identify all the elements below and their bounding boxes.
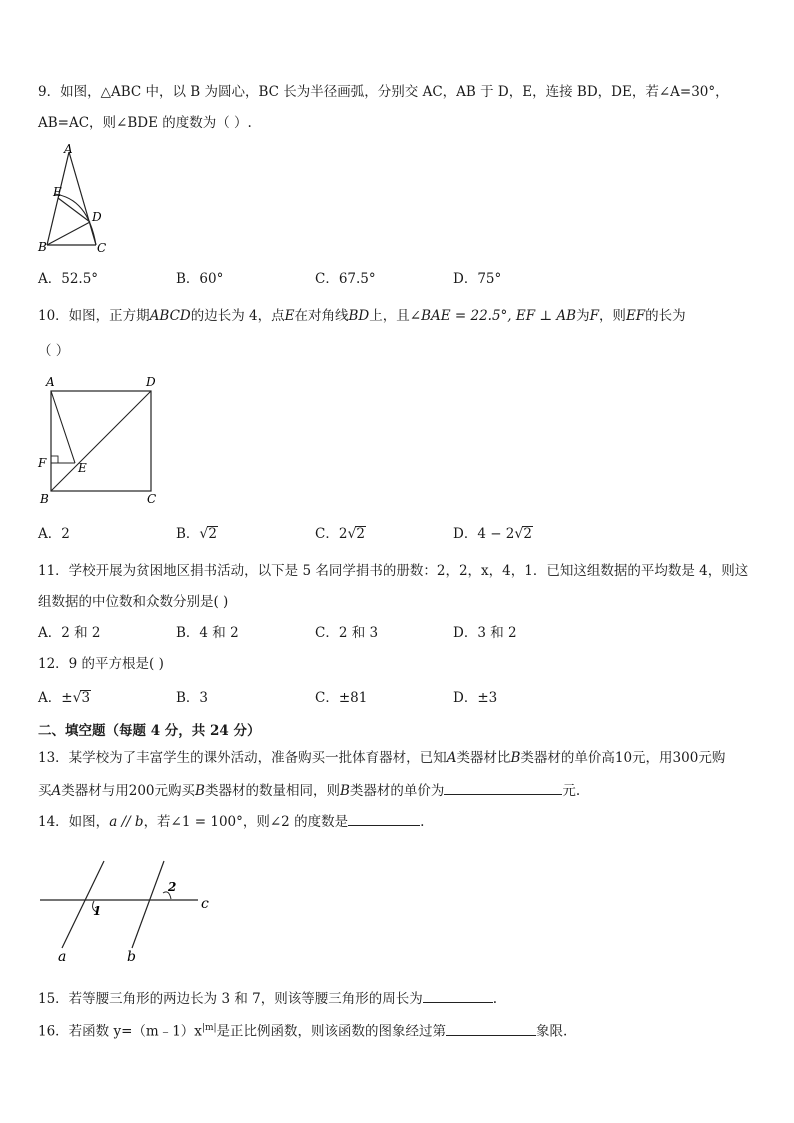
q12-line1: 12．9 的平方根是( )	[38, 656, 164, 672]
q10-abcd: ABCD	[149, 308, 191, 324]
q10-line1	[38, 307, 686, 325]
q13-text-4: 元，用	[632, 750, 673, 766]
q13-text-10: 类器材的单价为	[349, 783, 445, 799]
q11-option-b: B．4 和 2	[176, 625, 239, 641]
q9-option-b: B．60°	[176, 271, 224, 287]
q10-bd: BD	[348, 308, 370, 324]
q11-option-c: C．2 和 3	[315, 625, 379, 641]
q12-option-c: C．±81	[315, 690, 368, 706]
q10-f: F	[589, 308, 599, 324]
q10-option-b: B．√2	[176, 526, 217, 542]
q9-label-d: D	[92, 210, 102, 224]
q10-angle: BAE = 22.5°, EF ⊥ AB	[421, 308, 577, 324]
q9-label-e: E	[53, 185, 62, 199]
q13-text-9: 类器材的数量相同，则	[204, 783, 340, 799]
q10-label-b: B	[40, 492, 49, 506]
q9-option-a: A．52.5°	[38, 271, 99, 287]
q14-line-b	[132, 861, 164, 948]
q14-prefix: 14．如图，	[38, 814, 110, 830]
q12-option-a-label: A．±	[38, 690, 73, 706]
q9-label-c: C	[97, 241, 107, 255]
q10-mid3: 上，且∠	[369, 308, 422, 324]
q10-square-figure	[36, 372, 166, 506]
q13-var-b2: B	[195, 783, 205, 799]
q14-label-2: 2	[168, 880, 177, 894]
q12-option-a: A．±√3	[38, 690, 91, 706]
q10-label-e: E	[78, 461, 87, 475]
q10-option-d-pre: 4 − 2	[477, 526, 515, 542]
q15-text: 15．若等腰三角形的两边长为 3 和 7，则该等腰三角形的周长为	[38, 991, 423, 1007]
q13-text-7: 类器材与用	[61, 783, 129, 799]
q10-label-a: A	[46, 375, 55, 389]
q10-diagonal-bd	[51, 391, 151, 491]
q14-label-1: 1	[93, 904, 102, 918]
q11-line2: 组数据的中位数和众数分别是( )	[38, 594, 229, 610]
q14-label-a: a	[58, 949, 67, 965]
q10-option-c: C．2√2	[315, 526, 365, 542]
q11-option-d: D．3 和 2	[453, 625, 517, 641]
q16-suffix: 象限.	[536, 1023, 568, 1040]
q10-label-f: F	[38, 456, 47, 470]
q16-post: 是正比例函数，则该函数的图象经过第	[216, 1023, 447, 1040]
q15-suffix: .	[492, 991, 498, 1007]
q14-condition: a // b	[109, 814, 144, 830]
q9-label-a: A	[64, 142, 73, 156]
q10-option-c-label: C．	[315, 526, 339, 542]
q16-line	[38, 1019, 567, 1041]
q10-paren: （ ）	[38, 343, 70, 359]
q10-option-b-radicand: 2	[208, 526, 217, 542]
q13-answer-blank[interactable]	[444, 780, 562, 795]
q9-option-c: C．67.5°	[315, 271, 376, 287]
q10-segment-ae	[51, 391, 75, 463]
q14-parallel-lines-figure	[36, 855, 226, 967]
q13-text-2: 类器材比	[456, 750, 511, 766]
q13-num-200: 200	[128, 783, 155, 799]
q13-text-11: 元.	[562, 783, 581, 799]
q9-triangle-figure	[36, 142, 116, 258]
q11-line1: 11．学校开展为贫困地区捐书活动，以下是 5 名同学捐书的册数：2，2，x，4，1．已知这组数据的平均数是 4，则这	[38, 563, 749, 579]
q13-text-1: 13．某学校为了丰富学生的课外活动，准备购买一批体育器材，已知	[38, 750, 447, 766]
q9-segment-bd	[47, 222, 90, 245]
q10-mid1: 的边长为 4，点	[190, 308, 285, 324]
q10-ef: EF	[625, 308, 646, 324]
q13-text-6: 买	[38, 783, 52, 799]
q14-suffix: .	[420, 814, 425, 830]
q14-label-c: c	[201, 896, 209, 912]
q13-var-b3: B	[339, 783, 350, 799]
q10-option-d-label: D．	[453, 526, 478, 542]
q9-label-b: B	[38, 240, 47, 254]
q10-option-c-coef: 2	[338, 526, 348, 542]
q16-exponent: |m|	[201, 1023, 217, 1033]
q13-var-a: A	[446, 750, 457, 766]
q10-option-d: D．4 − 2√2	[453, 526, 532, 542]
q14-label-b: b	[127, 949, 136, 965]
q10-mid4: 为	[576, 308, 590, 324]
q13-num-300: 300	[672, 750, 699, 766]
q13-text-3: 类器材的单价高	[520, 750, 615, 766]
q14-answer-blank[interactable]	[348, 811, 420, 826]
q16-pre: 16．若函数 y=（m﹣1）x	[38, 1023, 202, 1040]
q10-e: E	[284, 308, 295, 324]
q12-option-b: B．3	[176, 690, 209, 706]
q13-text-5: 元购	[698, 750, 726, 766]
q12-option-a-radicand: 3	[81, 690, 91, 706]
q10-label-c: C	[147, 492, 157, 506]
q10-suffix: 的长为	[645, 308, 686, 324]
q10-option-c-radicand: 2	[356, 526, 365, 542]
q13-line2	[38, 780, 580, 800]
q10-option-d-radicand: 2	[523, 526, 532, 542]
q13-num-10: 10	[614, 750, 633, 766]
q14-mid: ，若∠1 = 100°，则∠2 的度数是	[143, 814, 349, 830]
q10-right-angle-mark	[51, 456, 58, 463]
q13-var-b: B	[510, 750, 521, 766]
q16-answer-blank[interactable]	[446, 1021, 536, 1036]
q10-label-d: D	[146, 375, 156, 389]
q10-prefix: 10．如图，正方期	[38, 308, 150, 324]
q13-var-a2: A	[51, 783, 62, 799]
q10-option-b-label: B．	[176, 526, 200, 542]
q10-mid5: ，则	[598, 308, 626, 324]
q9-line1: 9．如图，△ABC 中，以 B 为圆心，BC 长为半径画弧，分别交 AC，AB 于 D，E，连接 BD，DE，若∠A=30°，	[38, 84, 729, 100]
q10-mid2: 在对角线	[294, 308, 349, 324]
q15-line	[38, 988, 497, 1008]
q12-option-d: D．±3	[453, 690, 498, 706]
q11-option-a: A．2 和 2	[38, 625, 101, 641]
q13-line1	[38, 749, 725, 767]
q13-text-8: 元购买	[154, 783, 196, 799]
section-heading: 二、填空题（每题 4 分，共 24 分）	[38, 723, 261, 739]
q9-line2: AB=AC，则∠BDE 的度数为（ ）.	[38, 115, 252, 131]
q14-line1	[38, 811, 424, 831]
q15-answer-blank[interactable]	[423, 988, 493, 1003]
q9-option-d: D．75°	[453, 271, 502, 287]
q10-option-a: A．2	[38, 526, 70, 542]
